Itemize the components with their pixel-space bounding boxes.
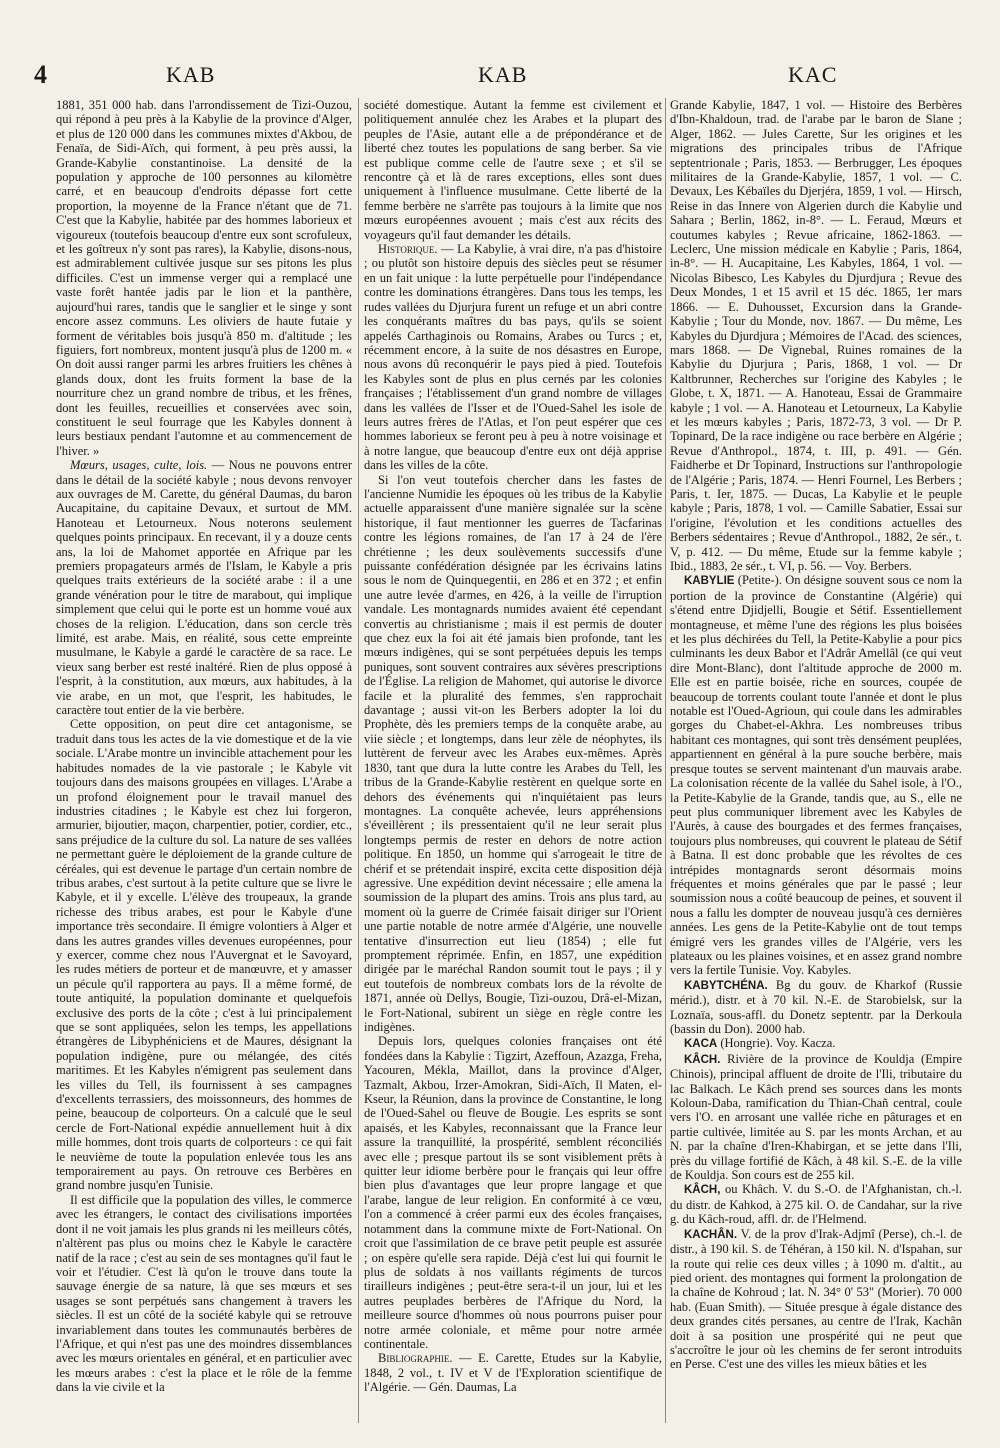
dictionary-entry: KÂCH, ou Khâch. V. du S.-O. de l'Afghanistan, ch.-l. du distr. de Kahkod, à 275 kil. O. de Candahar, sur la rive g. du Kâch-roud, affl. dr. de l'Helmend. — [670, 1182, 962, 1227]
column-2 — [364, 98, 662, 1423]
paragraph: Grande Kabylie, 1847, 1 vol. — Histoire des Berbères d'Ibn-Khaldoun, trad. de l'arabe par le baron de Slane ; Alger, 1862. — Jules Carette, Sur les origines et les migrations des principales tribus de l'Afrique septentrionale ; Paris, 1853. — Berbrugger, Les époques militaires de la Grande-Kabylie, 1857, 1 vol. — C. Devaux, Les Kébaïles du Djerjéra, 1859, 1 vol. — Hirsch, Reise in das Innere von Algerien durch die Kabylie und Sahara ; Berlin, 1862, in-8°. — L. Feraud, Mœurs et coutumes kabyles ; Revue africaine, 1862-1863. — Leclerc, Une mission médicale en Kabylie ; Paris, 1864, in-8°. — H. Aucapitaine, Les Kabyles, 1864, 1 vol. — Nicolas Bibesco, Les Kabyles du Djurdjura ; Revue des Deux Mondes, 1 et 15 avril et 15 déc. 1865, 1er mars 1866. — E. Duhousset, Excursion dans la Grande-Kabylie ; Tour du Monde, nov. 1867. — Du même, Les Kabyles du Djurdjura ; Mémoires de l'Acad. des sciences, mars 1868. — De Vignebal, Ruines romaines de la Kabylie du Djurjura ; Paris, 1868, 1 vol. — Dr Kaltbrunner, Recherches sur l'origine des Kabyles ; le Globe, t. X, 1871. — A. Hanoteau, Essai de Grammaire kabyle ; 1 vol. — A. Hanoteau et Letourneux, La Kabylie et les mœurs kabyles ; Paris, 1872-73, 3 vol. — Dr P. Topinard, De la race indigène ou race berbère en Algérie ; Revue d'Anthropol., 1874, t. III, p. 491. — Gén. Faidherbe et Dr Topinard, Instructions sur l'anthropologie de l'Algérie ; Paris, 1874. — Henri Fournel, Les Berbers ; Paris, t. Ier, 1875. — Ducas, La Kabylie et le peuple kabyle ; Paris, 1878, 1 vol. — Camille Sabatier, Essai sur l'origine, l'évolution et les conditions actuelles des Berbers sédentaires ; Revue d'Anthropol., 1882, 2e sér., t. V, p. 412. — Du même, Etude sur la femme kabyle ; Ibid., 1883, 2e sér., t. VI, p. 56. — Voy. Berbers. — [670, 98, 962, 573]
section-heading: Mœurs, usages, culte, lois. — [70, 458, 208, 473]
running-head-left: KAB — [166, 62, 216, 87]
page-number: 4 — [34, 60, 48, 89]
paragraph: Historique. — La Kabylie, à vrai dire, n'a pas d'histoire ; ou plutôt son histoire depuis des siècles peut se résumer en un fait unique : la lutte perpétuelle pour l'indépendance contre les dominations étrangères. Dans tous les temps, les rudes vallées du Djurjura furent un refuge et un abri contre les conquérants maîtres du bas pays, qu'ils se soient appelés Carthaginois ou Romains, Arabes ou Turcs ; et, récemment encore, à la suite de nos désastres en Europe, nous avons dû reconquérir le pays pied à pied. Toutefois les Kabyles sont de plus en plus cernés par les colonies françaises ; l'établissement d'un grand nombre de villages dans les vallées de l'Isser et de l'Oued-Sahel les isole de leurs autres frères de l'Atlas, et l'on peut espérer que ces hommes laborieux se feront peu à peu à notre voisinage et à notre langue, que beaucoup d'entre eux ont déjà apprise dans les villes de la côte. — [364, 242, 662, 473]
dictionary-entry: KABYTCHÉNA. Bg du gouv. de Kharkof (Russie mérid.), distr. et à 70 kil. N.-E. de Starobielsk, sur la Loznaïa, sous-affl. du Donetz septentr. par la Derkoula (bassin du Don). 2000 hab. — [670, 977, 962, 1036]
paragraph: Depuis lors, quelques colonies françaises ont été fondées dans la Kabylie : Tigzirt, Azeffoun, Azazga, Freha, Yacouren, Mékla, Maillot, dans la province d'Alger, Tazmalt, Akbou, Irzer-Amokran, Sidi-Aïch, Il Maten, el-Kseur, la Réunion, dans la province de Constantine, le long de l'Oued-Sahel ou fleuve de Bougie. Les esprits se sont apaisés, et les Kabyles, reconnaissant que la France leur assure la tranquillité, la prospérité, semblent réconciliés avec elle ; presque partout ils se sont visiblement prêts à quitter leur idiome berbère pour le français qui leur offre bien plus d'avantages que leur propre langage et que l'arabe, langue de leur religion. En conformité à ce vœu, l'on a commencé à créer parmi eux des écoles françaises, notamment dans la commune mixte de Fort-National. On croit que l'assimilation de ce brave petit peuple est assurée ; on espère qu'elle sera rapide. Déjà c'est lui qui fournit le plus de soldats à nos vaillants régiments de turcos tirailleurs indigènes ; peut-être sera-t-il un jour, lui et les autres peuplades berbères de l'Afrique du Nord, la meilleure source d'hommes où nous pourrons puiser pour notre armée coloniale, et même pour notre armée continentale. — [364, 1034, 662, 1351]
section-heading: Bibliographie. — [378, 1351, 453, 1366]
column-rule-left — [358, 98, 359, 1423]
section-heading: Historique. — [378, 242, 438, 257]
entry-headword: KÂCH, — [684, 1184, 721, 1197]
paragraph: 1881, 351 000 hab. dans l'arrondissement de Tizi-Ouzou, qui répond à peu près à la Kabylie de la province d'Alger, et plus de 120 000 dans les communes mixtes d'Akbou, de Fenaïa, de Sidi-Aïch, qui forment, à peu près aussi, la Grande-Kabylie constantinoise. La densité de la population y approche de 100 personnes au kilomètre carré, et en beaucoup d'endroits dépasse fort cette proportion, la moyenne de la France n'étant que de 71. C'est que la Kabylie, habitée par des hommes laborieux et vigoureux (toutefois beaucoup d'entre eux sont scrofuleux, et les goîtreux n'y sont pas rares), la Kabylie, disons-nous, est admirablement cultivée jusque sur ses pitons les plus difficiles. C'est un immense verger qui a remplacé une vaste forêt hantée jadis par le lion et la panthère, aujourd'hui rares, tandis que le sanglier et le singe y sont encore assez communs. Les oliviers de haute futaie y forment de véritables bois jusqu'à 850 m. d'altitude ; les figuiers, fort nombreux, montent jusqu'à plus de 1200 m. « On doit aussi ranger parmi les arbres fruitiers les chênes à glands doux, dont les fruits forment la base de la nourriture chez un grand nombre de tribus, et les frênes, dont les feuilles, recueillies et conservées avec soin, constituent le seul fourrage que les Kabyles donnent à leurs bestiaux pendant l'automne et au commencement de l'hiver. » — [56, 98, 352, 458]
dictionary-entry: KACA (Hongrie). Voy. Kacza. — [684, 1036, 836, 1051]
paragraph: Mœurs, usages, culte, lois. — Nous ne pouvons entrer dans le détail de la société kabyle ; nous devons renvoyer aux ouvrages de M. Carette, du général Daumas, du baron Aucapitaine, du capitaine Devaux, et surtout de MM. Hanoteau et Letourneux. Nous noterons seulement quelques points principaux. En recevant, il y a douze cents ans, la loi de Mahomet apportée en Afrique par les premiers propagateurs armés de l'Islam, le Kabyle a pris quelques traits extérieurs de la société arabe : il a une grande vénération pour le titre de marabout, qui implique simplement que celui qui le porte est un homme voué aux choses de la religion. L'éducation, dans son cercle très limité, est arabe. Mais, en réalité, sous cette empreinte musulmane, le Kabyle a gardé le caractère de sa race. Le vieux sang berber est resté inaltéré. Rien de plus opposé à l'esprit, à la constitution, aux mœurs, aux habitudes, à la vie arabe, en un mot, que l'esprit, les habitudes, le caractère tout entier de la vie berbère. — [56, 458, 352, 718]
entry-headword: KACA — [684, 1038, 718, 1051]
column-1 — [56, 98, 352, 1423]
dictionary-entry: KACHÂN. V. de la prov d'Irak-Adjmî (Perse), ch.-l. de distr., à 190 kil. S. de Téhéran, à 150 kil. N. d'Ispahan, sur la route qui relie ces deux villes ; à 1090 m. d'altit., au pied orient. des montagnes qui forment la prolongation de la chaîne de Kohroud ; lat. N. 34° 0' 53" (Morier). 70 000 hab. (Euan Smith). — Située presque à égale distance des deux grandes cités persanes, au centre de l'Irak, Kachân doit à sa position une prospérité qui ne peut que s'accroître le jour où les chemins de fer seront introduits en Perse. C'est une des villes les mieux bâties et les — [670, 1226, 962, 1372]
paragraph: Cette opposition, on peut dire cet antagonisme, se traduit dans tous les actes de la vie domestique et de la vie sociale. L'Arabe montre un invincible attachement pour les habitudes nomades de la vie pastorale ; le Kabyle vit toujours dans des maisons groupées en villages. L'Arabe a un profond éloignement pour le travail manuel des industries citadines ; le Kabyle est chez lui forgeron, armurier, bijoutier, maçon, charpentier, potier, cordier, etc., sans préjudice de la culture du sol. La nature de ses vallées ne permettant guère le déploiement de la grande culture de céréales, qui est devenue le partage d'un certain nombre de tribus arabes, c'est surtout à la petite culture que se livre le Kabyle, et il y excelle. L'élève des troupeaux, la grande richesse des tribus arabes, est pour le Kabyle d'une importance très secondaire. Il émigre volontiers à Alger et dans les autres grandes villes devenues européennes, pour y exercer, comme chez nous l'Auvergnat et le Savoyard, les rudes métiers de porteur et de manœuvre, et y amasser un pécule qu'il rapportera au pays. Il a même formé, de toute antiquité, la population dominante et quelquefois exclusive des ports de la côte ; c'est à lui principalement que se sont appliquées, selon les temps, les appellations étrangères de Libyphéniciens et de Maures, désignant la population indigène, pure ou mélangée, des cités maritimes. Et les Kabyles n'émigrent pas seulement dans les villes du Tell, ils fournissent à ses campagnes d'excellents terrassiers, des moissonneurs, des hommes de peine, beaucoup de colporteurs. On a calculé que le seul cercle de Fort-National expédie annuellement huit à dix mille hommes, dont trois quarts de colporteurs : ce qui fait le neuvième de toute la population enlevée tous les ans temporairement au pays. On retrouve ces Berbères en grand nombre jusqu'en Tunisie. — [56, 717, 352, 1193]
entry-headword: KACHÂN. — [684, 1228, 738, 1241]
entry-headword: KABYTCHÉNA. — [684, 979, 768, 992]
entry-headword: KABYLIE — [684, 575, 735, 588]
column-3 — [670, 98, 962, 1423]
paragraph: société domestique. Autant la femme est civilement et politiquement annulée chez les Arabes et la plupart des peuples de l'Asie, autant elle a de prépondérance et de liberté chez toutes les populations de sang berber. Sa vie est publique comme celle de l'autre sexe ; et s'il se rencontre çà et là de rares exceptions, elles sont dues uniquement à l'influence musulmane. Cette liberté de la femme berbère ne s'arrête pas toujours à la limite que nos mœurs européennes avouent ; mais c'est aux récits des voyageurs qu'il faut demander les détails. — [364, 98, 662, 242]
dictionary-entry: KABYLIE (Petite-). On désigne souvent sous ce nom la portion de la province de Constantine (Algérie) qui s'étend entre Djidjelli, Bougie et Sétif. Essentiellement montagneuse, et même l'une des régions les plus boisées et les plus déchirées du Tell, la Petite-Kabylie a pour pics culminants les deux Babor et l'Adrâr Amellâl (ce qui veut dire Mont-Blanc), dont l'altitude approche de 2000 m. Elle est en partie boisée, riche en sources, coupée de beaucoup de torrents coulant toute l'année et dont le plus notable est l'Oued-Agrioun, qui coule dans les admirables gorges du Chabet-el-Akhra. Les nombreuses tribus habitant ces montagnes, qui sont très densément peuplées, appartiennent en général à la pure souche berbère, mais presque toutes se servent maintenant d'un mauvais arabe. La colonisation récente de la vallée du Sahel isole, à l'O., la Petite-Kabylie de la Grande, tandis que, au S., elle ne peut plus communiquer librement avec les Kabyles de l'Aurès, à cause des bourgades et des fermes françaises, toujours plus nombreuses, qui couvrent le plateau de Sétif à Batna. Il est donc probable que les révoltes de ces intrépides montagnards seront désormais moins fréquentes et moins générales que par le passé ; leur soumission nous a coûté beaucoup de peines, et souvent il nous a fallu les dompter de nouveau jusqu'à ces dernières années. Les gens de la Petite-Kabylie ont de tout temps émigré vers les grandes villes de l'Algérie, vers les plateaux ou les plaines voisines, et en assez grand nombre vers la fertile Tunisie. Voy. Kabyles. — [670, 573, 962, 978]
paragraph: Bibliographie. — E. Carette, Etudes sur la Kabylie, 1848, 2 vol., t. IV et V de l'Exploration scientifique de l'Algérie. — Gén. Daumas, La — [364, 1351, 662, 1395]
dictionary-entry: KÂCH. Rivière de la province de Kouldja (Empire Chinois), principal affluent de droite de l'Ili, tributaire du lac Balkach. Le Kâch prend ses sources dans les monts Koloun-Daba, ramification du Thian-Chañ central, coule vers l'O. en arrosant une vallée riche en pâturages et en partie cultivée, limitée au S. par les monts Archan, et au N. par la chaîne d'Iren-Khabirgan, et se jette dans l'Ili, près du village fortifié de Kâch, à 48 kil. S.-E. de la ville de Kouldja. Son cours est de 255 kil. — [670, 1051, 962, 1183]
paragraph: Il est difficile que la population des villes, le commerce avec les étrangers, le contact des civilisations importées dont il ne voit jamais les plus grands ni les meilleurs côtés, n'altèrent pas plus ou moins chez le Kabyle le caractère natif de la race ; c'est au sein de ses montagnes qu'il faut le voir et l'étudier. C'est là qu'on le trouve dans toute la sauvage énergie de sa nature, là que ses mœurs et ses usages se sont perpétués sans changement à travers les siècles. Il est un côté de la société kabyle qui se retrouve invariablement dans toutes les communautés berbères de l'Afrique, et qui n'est pas une des moindres dissemblances avec les mœurs orientales en général, et en particulier avec les mœurs arabes : c'est la place et le rôle de la femme dans la vie civile et la — [56, 1192, 352, 1395]
running-head-right: KAC — [788, 62, 838, 87]
paragraph: Si l'on veut toutefois chercher dans les fastes de l'ancienne Numidie les époques où les tribus de la Kabylie actuelle apparaissent d'une manière signalée sur la scène historique, il faut mentionner les guerres de Tacfarinas contre les légions romaines, de l'an 17 à 24 de l'ère chrétienne ; les deux soulèvements successifs d'une puissante confédération désignée par les écrivains latins sous le nom de Quinquegentii, en 286 et en 372 ; et enfin une autre levée d'armes, en 426, à la veille de l'irruption vandale. Les montagnards numides avaient été cependant convertis au christianisme ; mais il est permis de douter que chez eux la foi ait été jamais bien profonde, tant les mœurs indigènes, qui se sont perpétuées depuis les temps puniques, sont souvent contraires aux sévères prescriptions de l'Église. La religion de Mahomet, qui autorise le divorce facile et la pluralité des femmes, s'en rapprochait davantage ; aussi vit-on les Berbers adopter la loi du Prophète, dès les premiers temps de la conquête arabe, au viie siècle ; et longtemps, dans leur zèle de néophytes, ils luttèrent de ferveur avec les Arabes eux-mêmes. Après 1830, tant que dura la lutte contre les Arabes du Tell, les tribus de la Grande-Kabylie restèrent en quelque sorte en dehors des événements qui n'inquiétaient pas leurs montagnes. La conquête achevée, leurs appréhensions s'éveillèrent ; ils pressentaient qu'il ne leur serait plus longtemps permis de rester en dehors de notre action politique. En 1850, un homme qui s'arrogeait le titre de chérif et se prétendait inspiré, excita cette disposition déjà agressive. Une expédition devint nécessaire ; elle amena la soumission de la plupart des amins. Trois ans plus tard, au moment où la guerre de Crimée faisait diriger sur l'Orient une partie notable de notre armée d'Algérie, une nouvelle tentative d'insurrection eut lieu (1854) ; elle fut promptement réprimée. Enfin, en 1857, une expédition dirigée par le maréchal Randon soumit tout le pays ; il y eut toutefois de nombreux combats lors de la révolte de 1871, année où Dellys, Bougie, Tizi-ouzou, Drâ-el-Mizan, le Fort-National, subirent un siège en règle contre les indigènes. — [364, 472, 662, 1034]
entry-headword: KÂCH. — [684, 1053, 721, 1066]
running-head-center: KAB — [478, 62, 528, 87]
column-rule-right — [665, 98, 666, 1423]
